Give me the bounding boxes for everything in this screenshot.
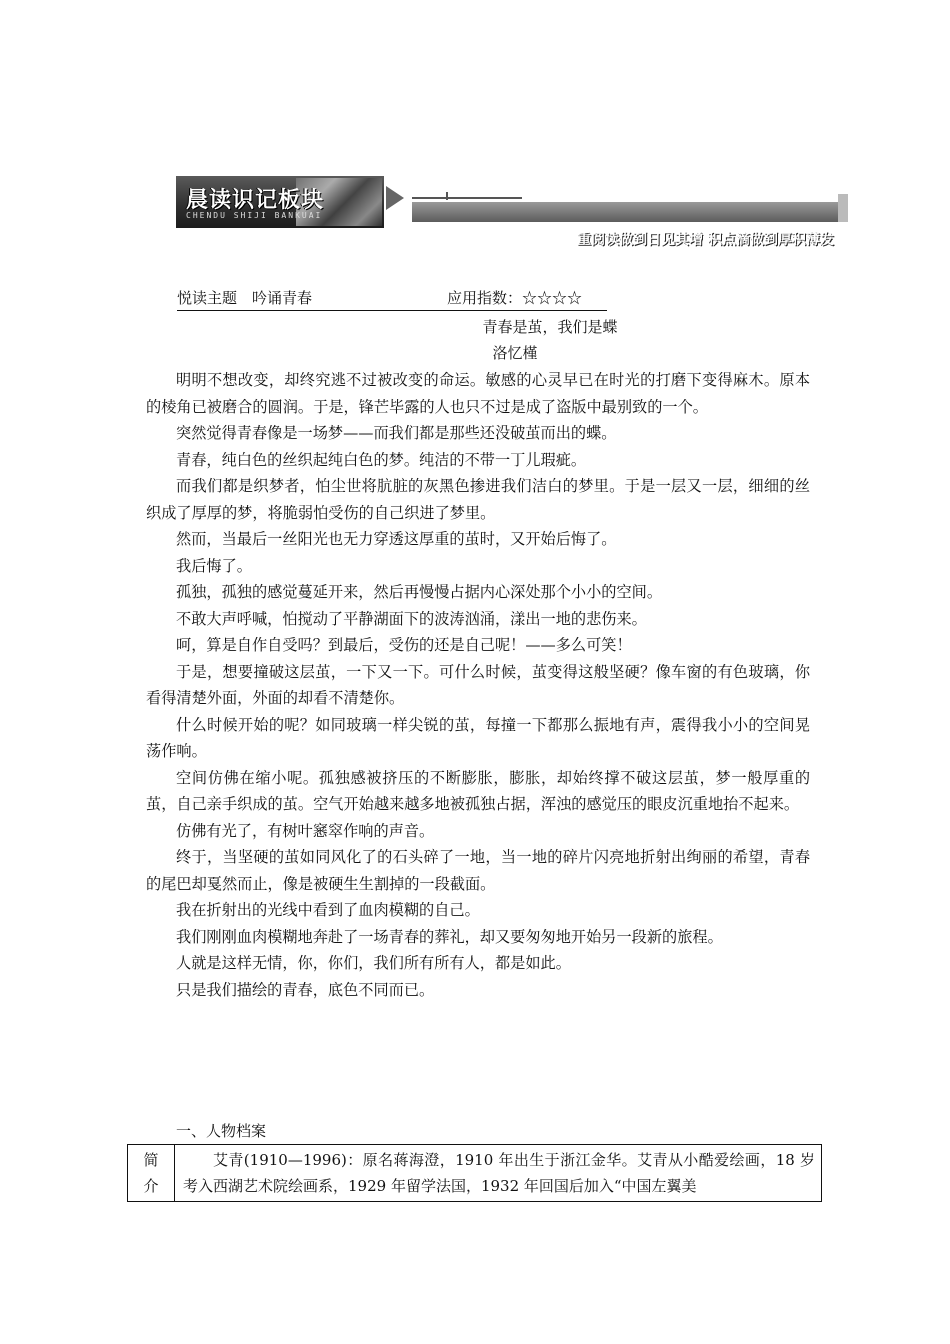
reading-topic-line xyxy=(177,286,607,311)
table-row xyxy=(128,1145,822,1202)
paragraph: 不敢大声呼喊，怕搅动了平静湖面下的波涛汹涌，漾出一地的悲伤来。 xyxy=(176,609,647,628)
paragraph: 然而，当最后一丝阳光也无力穿透这厚重的茧时，又开始后悔了。 xyxy=(176,530,617,548)
application-index: 应用指数：☆☆☆☆ xyxy=(447,289,583,307)
paragraph: 什么时候开始的呢？如同玻璃一样尖锐的茧，每撞一下都那么振地有声，震得我小小的空间晃荡作响。 xyxy=(146,715,810,760)
banner-title-block xyxy=(176,176,384,228)
profile-content xyxy=(175,1145,822,1202)
paragraph: 青春，纯白色的丝织起纯白色的梦。纯洁的不带一丁儿瑕疵。 xyxy=(176,450,587,469)
topic-label: 悦读主题 xyxy=(177,289,238,307)
paragraph: 终于，当坚硬的茧如同风化了的石头碎了一地，当一地的碎片闪亮地折射出绚丽的希望，青春的尾巴却戛然而止，像是被硬生生割掉的一段截面。 xyxy=(146,848,810,893)
profile-text: 艾青(1910—1996)：原名蒋海澄，1910 年出生于浙江金华。艾青从小酷爱绘画，18 岁考入西湖艺术院绘画系，1929 年留学法国，1932 年回国后加入“中国左翼美 xyxy=(183,1151,815,1195)
paragraph: 我后悔了。 xyxy=(176,556,252,575)
profile-table xyxy=(127,1144,822,1202)
banner-slogan-strip xyxy=(412,202,848,248)
banner-divider xyxy=(412,197,522,199)
article-title: 青春是茧，我们是蝶 xyxy=(482,318,618,336)
banner-title: 晨读识记板块 xyxy=(186,188,325,213)
paragraph: 呵，算是自作自受吗？到最后，受伤的还是自己呢！——多么可笑！ xyxy=(176,636,632,654)
paragraph: 于是，想要撞破这层茧，一下又一下。可什么时候，茧变得这般坚硬？像车窗的有色玻璃，你看得清楚外面，外面的却看不清楚你。 xyxy=(146,662,810,707)
banner-divider-tick xyxy=(446,192,448,200)
paragraph: 人就是这样无情，你，你们，我们所有所有人，都是如此。 xyxy=(176,954,571,972)
section-banner xyxy=(176,176,848,248)
banner-slogan: 重阅读做到日见其增 积点滴做到厚积薄发 xyxy=(577,232,834,248)
paragraph: 突然觉得青春像是一场梦——而我们都是那些还没破茧而出的蝶。 xyxy=(176,424,617,442)
paragraph: 我在折射出的光线中看到了血肉模糊的自己。 xyxy=(176,901,480,919)
banner-corner xyxy=(838,194,848,222)
profile-label xyxy=(128,1145,175,1202)
paragraph: 而我们都是织梦者，怕尘世将肮脏的灰黑色掺进我们洁白的梦里。于是一层又一层，细细的丝织成了厚厚的梦，将脆弱怕受伤的自己织进了梦里。 xyxy=(146,477,810,522)
section-heading: 一、人物档案 xyxy=(176,1122,267,1140)
banner-subtitle: CHENDU SHIJI BANKUAI xyxy=(186,211,323,220)
paragraph: 只是我们描绘的青春，底色不同而已。 xyxy=(176,980,435,999)
article-body xyxy=(146,367,810,1003)
paragraph: 空间仿佛在缩小呢。孤独感被挤压的不断膨胀，膨胀，却始终撑不破这层茧，梦一般厚重的茧，自己亲手织成的茧。空气开始越来越多地被孤独占据，浑浊的感觉压的眼皮沉重地抬不起来。 xyxy=(146,768,810,813)
profile-label-text: 简介 xyxy=(143,1151,159,1195)
paragraph: 孤独，孤独的感觉蔓延开来，然后再慢慢占据内心深处那个小小的空间。 xyxy=(176,583,662,601)
paragraph: 明明不想改变，却终究逃不过被改变的命运。敏感的心灵早已在时光的打磨下变得麻木。原本的棱角已被磨合的圆润。于是，锋芒毕露的人也只不过是成了盗版中最别致的一个。 xyxy=(146,371,810,416)
paragraph: 我们刚刚血肉模糊地奔赴了一场青春的葬礼，却又要匆匆地开始另一段新的旅程。 xyxy=(176,927,723,946)
paragraph: 仿佛有光了，有树叶窸窣作响的声音。 xyxy=(176,821,435,840)
play-arrow-icon xyxy=(386,186,404,210)
article-author-row xyxy=(0,341,950,365)
topic-value: 吟诵青春 xyxy=(252,289,313,307)
article-title-row xyxy=(0,315,950,339)
article-author: 洛忆槿 xyxy=(492,344,538,362)
